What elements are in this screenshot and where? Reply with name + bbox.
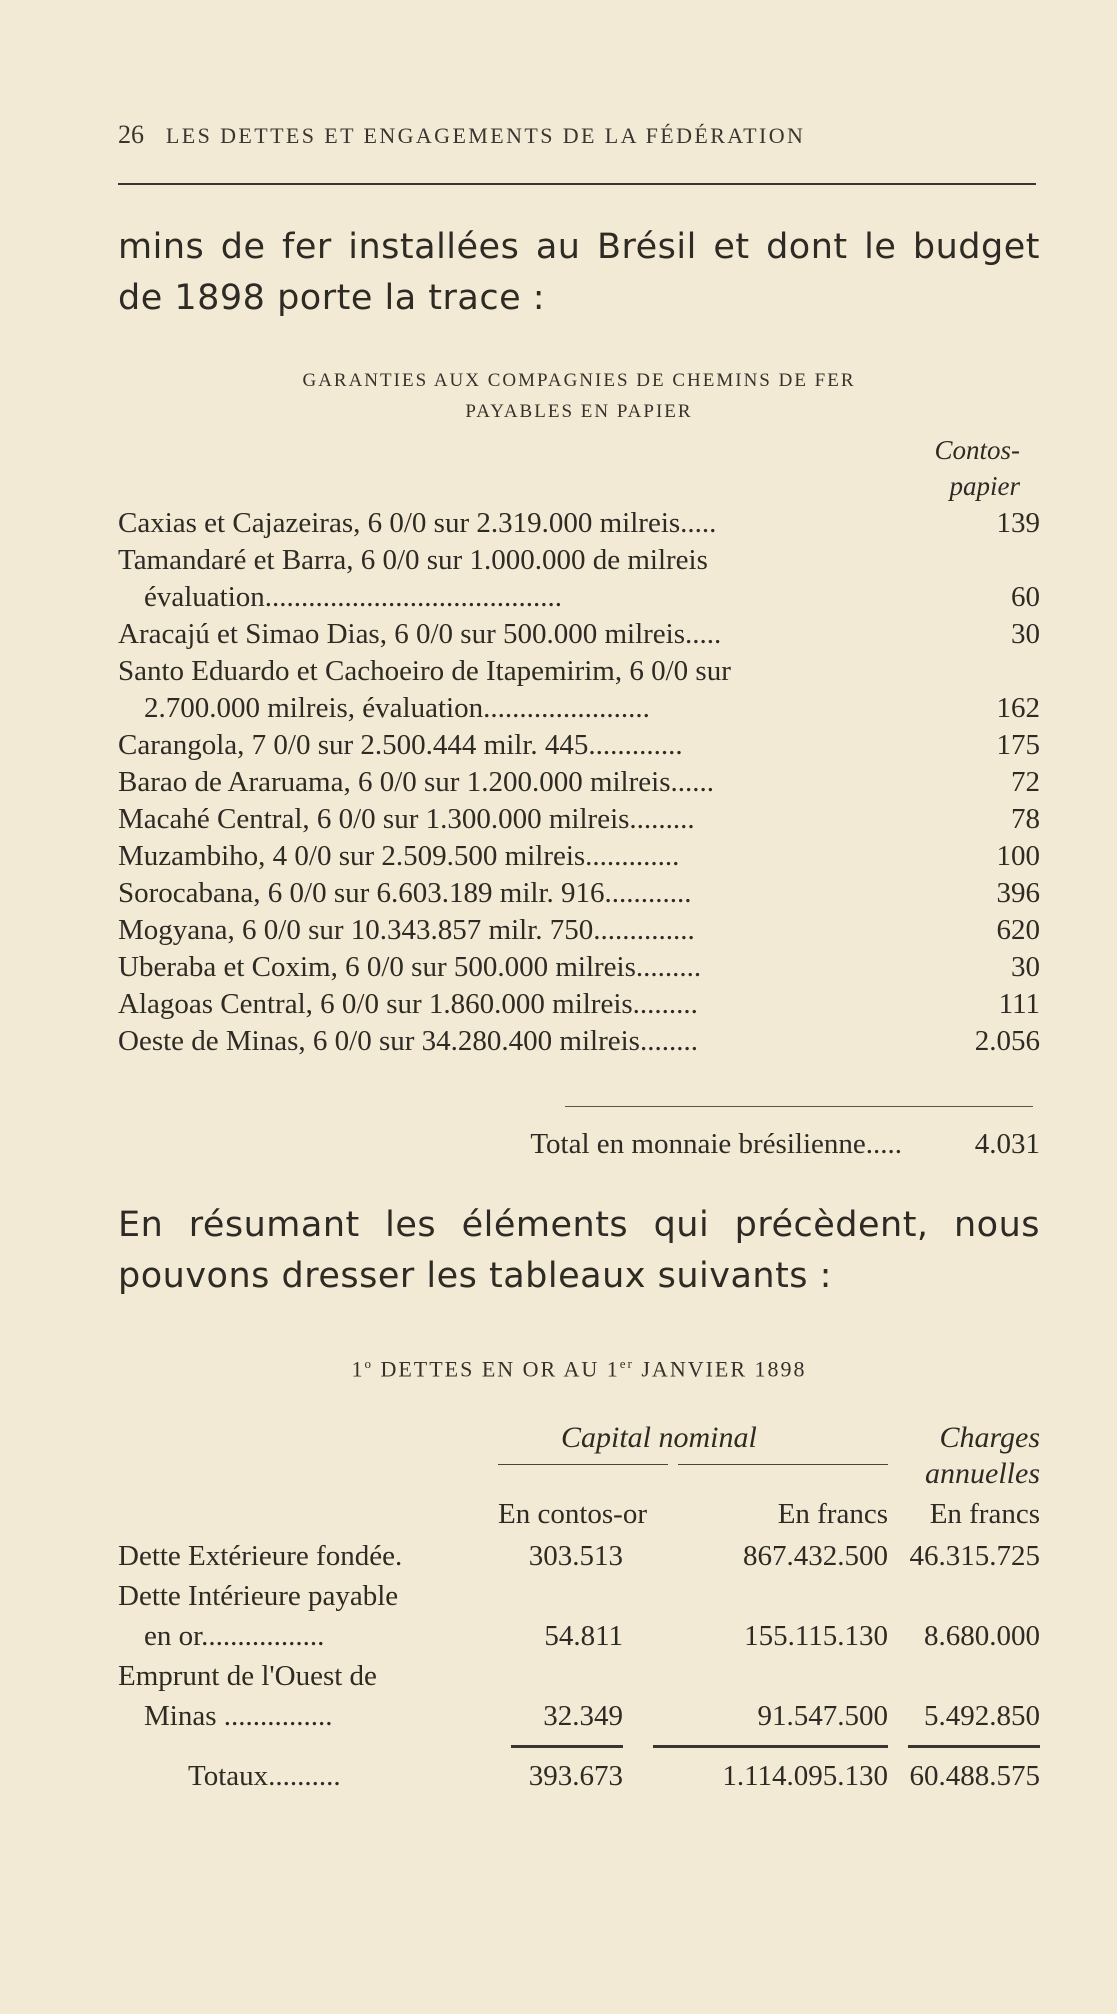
debt-row-francs: 867.432.500 (743, 1540, 888, 1572)
guarantee-row (118, 1023, 1040, 1060)
title-date: JANVIER 1898 (633, 1356, 807, 1382)
guarantee-row (118, 875, 1040, 912)
guarantee-row-value: 111 (998, 988, 1040, 1020)
guarantee-row (118, 505, 1040, 542)
guarantee-row (118, 912, 1040, 949)
guarantee-row-text: Carangola, 7 0/0 sur 2.500.444 milr. 445............. (118, 729, 683, 761)
totals-contos: 393.673 (528, 1760, 623, 1792)
unit-header (880, 432, 1020, 504)
title-number: 1 (351, 1356, 365, 1382)
sum-rule-1 (511, 1745, 623, 1748)
guarantees-title-line-2: PAYABLES EN PAPIER (465, 401, 693, 422)
guarantees-total-value: 4.031 (974, 1128, 1040, 1160)
guarantees-list (118, 505, 1040, 1060)
gold-debts-title (118, 1356, 1040, 1382)
guarantee-row (118, 949, 1040, 986)
summary-paragraph (118, 1200, 1040, 1302)
guarantee-row-text: 2.700.000 milreis, évaluation....................... (144, 692, 650, 724)
guarantee-row-text: Santo Eduardo et Cachoeiro de Itapemirim, 6 0/0 sur (118, 655, 731, 687)
debt-row-contos: 54.811 (544, 1620, 623, 1652)
guarantee-row (118, 727, 1040, 764)
intro-line-1: mins de fer installées au Brésil et dont le budget (118, 227, 1040, 267)
guarantee-row-text: Alagoas Central, 6 0/0 sur 1.860.000 milreis......... (118, 988, 698, 1020)
guarantees-total (118, 1126, 1040, 1163)
guarantee-row (118, 653, 1040, 690)
debt-row-francs: 91.547.500 (757, 1700, 888, 1732)
debt-row-label-cont: en or................. (144, 1620, 325, 1652)
debt-row-charges: 46.315.725 (909, 1540, 1040, 1572)
guarantee-row-value: 30 (1011, 951, 1040, 983)
running-header (118, 120, 1038, 150)
guarantee-row-value: 175 (996, 729, 1040, 761)
guarantee-row (118, 986, 1040, 1023)
guarantee-row (118, 801, 1040, 838)
guarantee-row-value: 60 (1011, 581, 1040, 613)
capital-nominal-header: Capital nominal (561, 1421, 757, 1454)
total-rule (565, 1106, 1033, 1107)
guarantee-row-value: 620 (996, 914, 1040, 946)
page-number: 26 (118, 120, 144, 149)
sum-rule-2 (653, 1745, 888, 1748)
debt-row-francs: 155.115.130 (744, 1620, 888, 1652)
guarantee-row-text: Tamandaré et Barra, 6 0/0 sur 1.000.000 de milreis (118, 544, 708, 576)
guarantees-title (118, 365, 1040, 427)
guarantee-row-value: 139 (996, 507, 1040, 539)
guarantee-row-text: Oeste de Minas, 6 0/0 sur 34.280.400 milreis........ (118, 1025, 698, 1057)
guarantee-row (118, 579, 1040, 616)
debt-row-contos: 303.513 (528, 1540, 623, 1572)
summary-line-1: En résumant les éléments qui précèdent, nous (118, 1205, 1040, 1245)
guarantee-row (118, 764, 1040, 801)
debt-row-label: Emprunt de l'Ouest de (118, 1660, 377, 1692)
intro-line-2: de 1898 porte la trace : (118, 278, 546, 318)
debt-row-charges: 8.680.000 (924, 1620, 1040, 1652)
totals-charges: 60.488.575 (909, 1760, 1040, 1792)
title-degree: o (364, 1356, 373, 1371)
title-superscript: er (619, 1356, 634, 1371)
col-header-francs: En francs (777, 1498, 888, 1530)
guarantee-row (118, 838, 1040, 875)
guarantee-row-text: Uberaba et Coxim, 6 0/0 sur 500.000 milreis......... (118, 951, 702, 983)
guarantee-row-text: Muzambiho, 4 0/0 sur 2.509.500 milreis............. (118, 840, 680, 872)
guarantee-row (118, 616, 1040, 653)
guarantee-row-text: Macahé Central, 6 0/0 sur 1.300.000 milreis......... (118, 803, 695, 835)
guarantee-row-text: Caxias et Cajazeiras, 6 0/0 sur 2.319.000 milreis..... (118, 507, 717, 539)
guarantee-row-text: évaluation......................................... (144, 581, 563, 613)
debt-row-label: Dette Intérieure payable (118, 1580, 399, 1612)
guarantee-row-value: 162 (996, 692, 1040, 724)
guarantee-row (118, 542, 1040, 579)
guarantee-row (118, 690, 1040, 727)
debt-row-contos: 32.349 (543, 1700, 623, 1732)
charges-header (908, 1420, 1040, 1492)
unit-header-line-1: Contos- (934, 435, 1020, 465)
sum-rule-3 (908, 1745, 1040, 1748)
header-rule (118, 183, 1036, 185)
guarantee-row-text: Sorocabana, 6 0/0 sur 6.603.189 milr. 916............ (118, 877, 692, 909)
guarantee-row-value: 100 (996, 840, 1040, 872)
guarantees-title-line-1: GARANTIES AUX COMPAGNIES DE CHEMINS DE FER (302, 370, 856, 391)
charges-header-line-1: Charges (939, 1421, 1040, 1454)
col-header-charges-francs: En francs (929, 1498, 1040, 1530)
debt-row-label-cont: Minas ............... (144, 1700, 333, 1732)
guarantees-total-label: Total en monnaie brésilienne..... (530, 1128, 902, 1160)
title-main: DETTES EN OR AU 1 (372, 1356, 620, 1382)
totals-label: Totaux.......... (188, 1760, 341, 1792)
debt-row-charges: 5.492.850 (924, 1700, 1040, 1732)
guarantee-row-text: Mogyana, 6 0/0 sur 10.343.857 milr. 750.............. (118, 914, 695, 946)
guarantee-row-value: 72 (1011, 766, 1040, 798)
guarantee-row-value: 396 (996, 877, 1040, 909)
summary-line-2: pouvons dresser les tableaux suivants : (118, 1256, 832, 1296)
brace-left (498, 1464, 668, 1465)
guarantee-row-value: 78 (1011, 803, 1040, 835)
guarantee-row-text: Barao de Araruama, 6 0/0 sur 1.200.000 milreis...... (118, 766, 714, 798)
totals-francs: 1.114.095.130 (722, 1760, 888, 1792)
col-header-contos: En contos-or (498, 1498, 647, 1530)
running-title: LES DETTES ET ENGAGEMENTS DE LA FÉDÉRATION (165, 123, 806, 148)
guarantee-row-value: 2.056 (974, 1025, 1040, 1057)
intro-paragraph (118, 222, 1040, 324)
debt-row-label: Dette Extérieure fondée. (118, 1540, 403, 1572)
charges-header-line-2: annuelles (925, 1457, 1040, 1490)
brace-right (678, 1464, 888, 1465)
guarantee-row-value: 30 (1011, 618, 1040, 650)
gold-debts-table (118, 1420, 1040, 1800)
guarantee-row-text: Aracajú et Simao Dias, 6 0/0 sur 500.000 milreis..... (118, 618, 722, 650)
unit-header-line-2: papier (949, 471, 1020, 501)
